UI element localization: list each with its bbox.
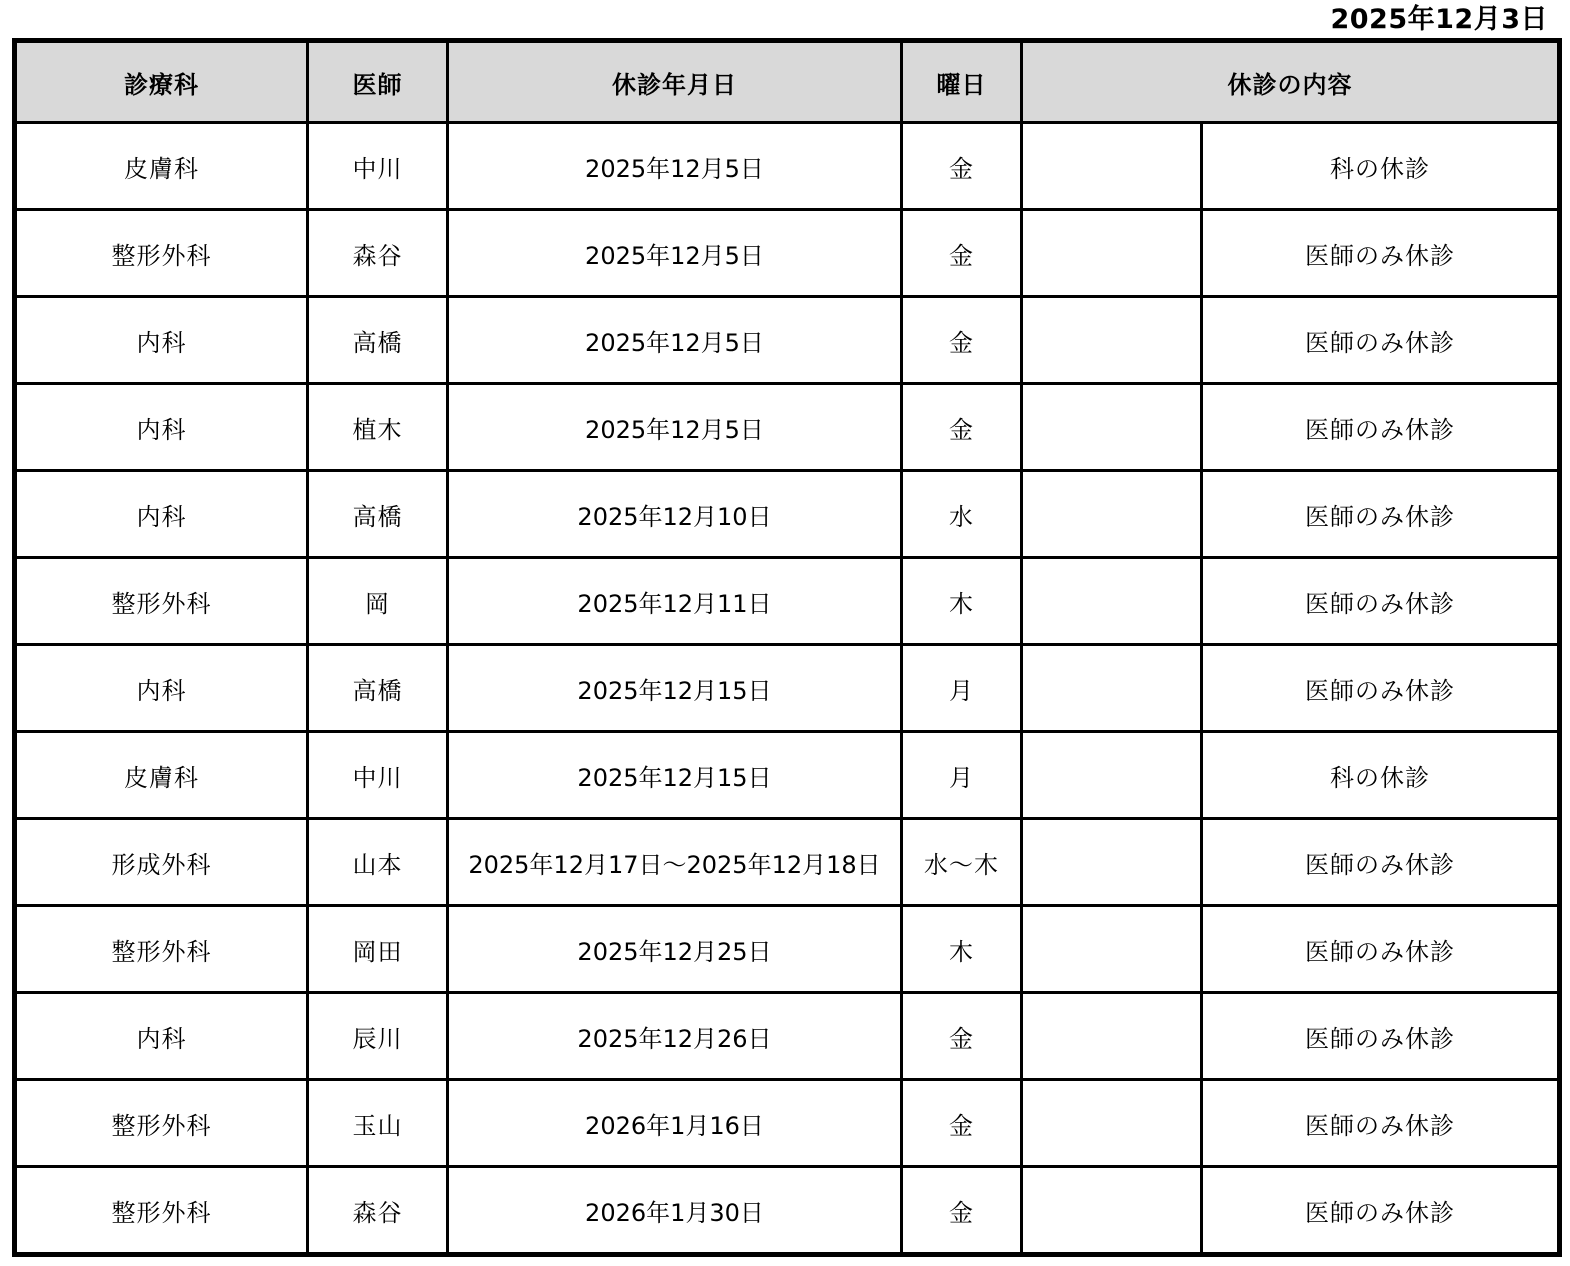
closure-schedule-table [12,38,1562,1257]
content-cell: 医師のみ休診 [1202,906,1560,993]
content-cell: 医師のみ休診 [1202,210,1560,297]
weekday-cell: 金 [902,297,1022,384]
table-row [15,123,1560,210]
note-cell [1022,1167,1202,1255]
doctor-cell: 辰川 [308,993,448,1080]
date-cell: 2025年12月15日 [448,645,902,732]
department-cell: 内科 [15,297,308,384]
department-cell: 内科 [15,645,308,732]
table-row [15,906,1560,993]
department-cell: 整形外科 [15,1167,308,1255]
table-row [15,993,1560,1080]
weekday-cell: 月 [902,645,1022,732]
doctor-cell: 森谷 [308,210,448,297]
content-cell: 医師のみ休診 [1202,1080,1560,1167]
note-cell [1022,471,1202,558]
note-cell [1022,732,1202,819]
table-row [15,297,1560,384]
date-cell: 2025年12月26日 [448,993,902,1080]
note-cell [1022,558,1202,645]
note-cell [1022,384,1202,471]
doctor-cell: 高橋 [308,471,448,558]
note-cell [1022,297,1202,384]
department-cell: 皮膚科 [15,123,308,210]
content-cell: 医師のみ休診 [1202,384,1560,471]
weekday-cell: 木 [902,906,1022,993]
department-cell: 整形外科 [15,558,308,645]
department-cell: 内科 [15,993,308,1080]
doctor-cell: 高橋 [308,645,448,732]
department-cell: 整形外科 [15,906,308,993]
table-row [15,645,1560,732]
weekday-cell: 金 [902,1167,1022,1255]
date-cell: 2025年12月5日 [448,384,902,471]
header-doctor: 医師 [308,41,448,123]
note-cell [1022,1080,1202,1167]
table-header-row [15,41,1560,123]
weekday-cell: 水～木 [902,819,1022,906]
doctor-cell: 高橋 [308,297,448,384]
doctor-cell: 岡田 [308,906,448,993]
header-weekday: 曜日 [902,41,1022,123]
content-cell: 医師のみ休診 [1202,819,1560,906]
weekday-cell: 金 [902,1080,1022,1167]
note-cell [1022,645,1202,732]
department-cell: 内科 [15,384,308,471]
content-cell: 医師のみ休診 [1202,993,1560,1080]
weekday-cell: 金 [902,210,1022,297]
table-row [15,819,1560,906]
department-cell: 内科 [15,471,308,558]
date-cell: 2025年12月10日 [448,471,902,558]
note-cell [1022,906,1202,993]
note-cell [1022,210,1202,297]
department-cell: 形成外科 [15,819,308,906]
department-cell: 整形外科 [15,210,308,297]
department-cell: 皮膚科 [15,732,308,819]
date-cell: 2026年1月30日 [448,1167,902,1255]
table-row [15,558,1560,645]
table-row [15,210,1560,297]
date-cell: 2025年12月5日 [448,297,902,384]
date-cell: 2025年12月5日 [448,210,902,297]
weekday-cell: 水 [902,471,1022,558]
report-date: 2025年12月3日 [1330,4,1548,35]
content-cell: 科の休診 [1202,732,1560,819]
header-department: 診療科 [15,41,308,123]
doctor-cell: 中川 [308,123,448,210]
weekday-cell: 金 [902,993,1022,1080]
table-row [15,384,1560,471]
weekday-cell: 金 [902,384,1022,471]
doctor-cell: 森谷 [308,1167,448,1255]
note-cell [1022,123,1202,210]
content-cell: 医師のみ休診 [1202,558,1560,645]
doctor-cell: 岡 [308,558,448,645]
table-row [15,1080,1560,1167]
table-row [15,732,1560,819]
date-cell: 2025年12月17日～2025年12月18日 [448,819,902,906]
doctor-cell: 植木 [308,384,448,471]
doctor-cell: 中川 [308,732,448,819]
weekday-cell: 木 [902,558,1022,645]
table-row [15,1167,1560,1255]
header-content: 休診の内容 [1022,41,1560,123]
date-cell: 2025年12月15日 [448,732,902,819]
department-cell: 整形外科 [15,1080,308,1167]
date-cell: 2025年12月5日 [448,123,902,210]
note-cell [1022,819,1202,906]
content-cell: 医師のみ休診 [1202,645,1560,732]
weekday-cell: 金 [902,123,1022,210]
content-cell: 医師のみ休診 [1202,297,1560,384]
content-cell: 科の休診 [1202,123,1560,210]
table-row [15,471,1560,558]
weekday-cell: 月 [902,732,1022,819]
content-cell: 医師のみ休診 [1202,1167,1560,1255]
date-cell: 2025年12月11日 [448,558,902,645]
date-cell: 2026年1月16日 [448,1080,902,1167]
doctor-cell: 玉山 [308,1080,448,1167]
date-cell: 2025年12月25日 [448,906,902,993]
header-date: 休診年月日 [448,41,902,123]
content-cell: 医師のみ休診 [1202,471,1560,558]
doctor-cell: 山本 [308,819,448,906]
note-cell [1022,993,1202,1080]
